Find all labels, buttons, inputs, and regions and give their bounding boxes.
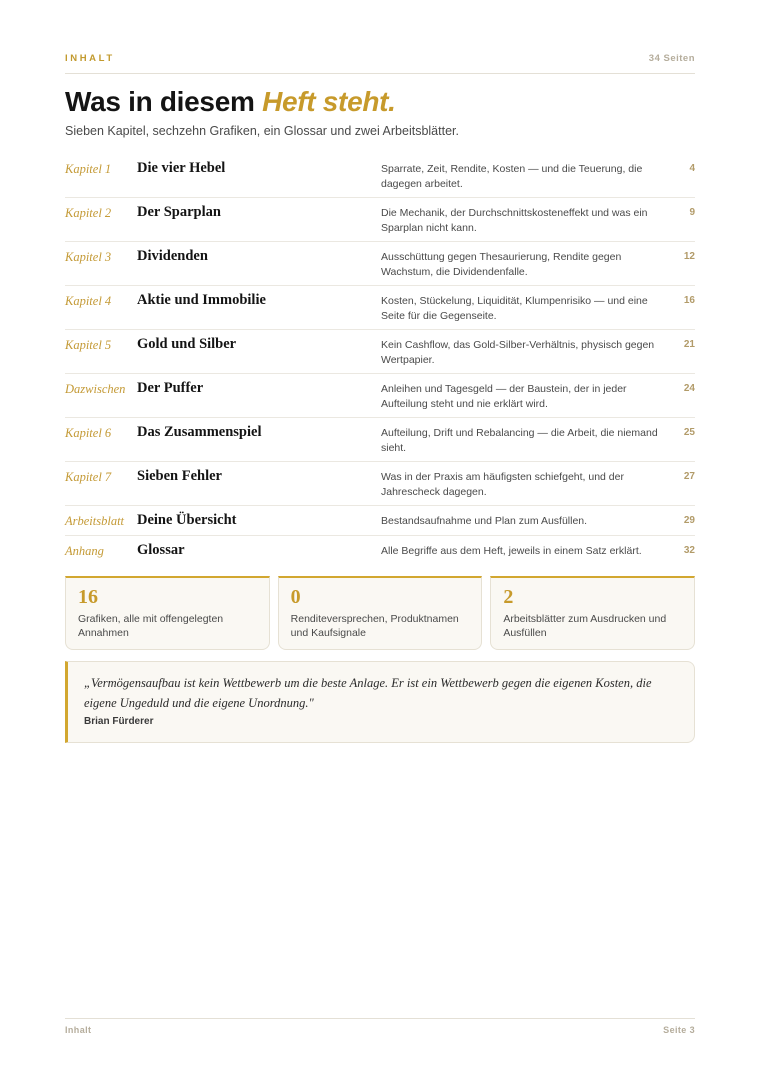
- toc-chapter-description: Die Mechanik, der Durchschnittskosteneffekt und was ein Sparplan nicht kann.: [381, 207, 648, 234]
- stat-text: Arbeitsblätter zum Ausdrucken und Ausfüllen: [503, 613, 667, 639]
- toc-chapter-title: Der Sparplan: [137, 204, 221, 220]
- toc-chapter-description: Ausschüttung gegen Thesaurierung, Rendite gegen Wachstum, die Dividendenfalle.: [381, 251, 622, 278]
- footer-page-number: Seite 3: [663, 1025, 695, 1035]
- toc-page-number: 4: [689, 163, 695, 174]
- toc-chapter-title: Die vier Hebel: [137, 160, 226, 176]
- toc-chapter-label: Kapitel 5: [65, 338, 112, 352]
- toc-chapter-title: Das Zusammenspiel: [137, 424, 262, 440]
- toc-page-number: 25: [683, 427, 695, 438]
- toc-chapter-label: Arbeitsblatt: [65, 514, 125, 528]
- toc-chapter-label: Anhang: [65, 544, 104, 558]
- toc-chapter-title: Gold und Silber: [137, 336, 237, 352]
- stats-row: [65, 576, 695, 650]
- toc-chapter-title: Der Puffer: [137, 380, 204, 396]
- toc-page-number: 16: [683, 295, 695, 306]
- footer-section: Inhalt: [65, 1025, 92, 1035]
- toc-row[interactable]: [65, 198, 695, 242]
- toc-page-number: 9: [689, 207, 695, 218]
- toc-row[interactable]: [65, 418, 695, 462]
- page-subtitle: Sieben Kapitel, sechzehn Grafiken, ein Glossar und zwei Arbeitsblätter.: [65, 124, 459, 138]
- stat-card: [65, 576, 270, 650]
- toc-page-number: 32: [683, 545, 695, 556]
- page-title: [65, 86, 396, 118]
- title-main: Was in diesem: [65, 86, 255, 117]
- toc-chapter-label: Kapitel 2: [65, 206, 112, 220]
- table-of-contents: [65, 154, 695, 566]
- toc-row[interactable]: [65, 154, 695, 198]
- toc-chapter-label: Kapitel 6: [65, 426, 112, 440]
- toc-page-number: 24: [683, 383, 695, 394]
- page-footer: [65, 1018, 695, 1035]
- toc-chapter-description: Kosten, Stückelung, Liquidität, Klumpenrisiko — und eine Seite für die Gegenseite.: [381, 295, 648, 322]
- toc-row[interactable]: [65, 506, 695, 536]
- toc-chapter-description: Was in der Praxis am häufigsten schiefgeht, und der Jahrescheck dagegen.: [381, 471, 624, 498]
- toc-chapter-description: Kein Cashflow, das Gold-Silber-Verhältnis, physisch gegen Wertpapier.: [381, 339, 655, 366]
- toc-chapter-label: Kapitel 7: [65, 470, 112, 484]
- toc-chapter-label: Kapitel 1: [65, 162, 112, 176]
- toc-chapter-label: Kapitel 4: [65, 294, 112, 308]
- quote-box: [65, 661, 695, 743]
- title-accent: Heft steht.: [262, 86, 396, 117]
- toc-chapter-description: Aufteilung, Drift und Rebalancing — die Arbeit, die niemand sieht.: [381, 427, 658, 454]
- toc-chapter-title: Deine Übersicht: [137, 512, 237, 528]
- stat-card: [490, 576, 695, 650]
- toc-page-number: 29: [683, 515, 695, 526]
- toc-row[interactable]: [65, 286, 695, 330]
- toc-chapter-title: Aktie und Immobilie: [137, 292, 266, 308]
- top-bar: [65, 53, 695, 74]
- toc-row[interactable]: [65, 536, 695, 566]
- toc-page-number: 21: [683, 339, 695, 350]
- quote-author: Brian Fürderer: [84, 716, 154, 727]
- stat-number: 2: [503, 586, 514, 608]
- toc-row[interactable]: [65, 374, 695, 418]
- toc-page-number: 27: [683, 471, 695, 482]
- toc-chapter-label: Dazwischen: [65, 382, 126, 396]
- stat-text: Grafiken, alle mit offengelegten Annahmen: [78, 613, 224, 639]
- toc-row[interactable]: [65, 330, 695, 374]
- stat-number: 0: [290, 586, 301, 608]
- toc-chapter-description: Sparrate, Zeit, Rendite, Kosten — und die Teuerung, die dagegen arbeitet.: [381, 163, 643, 190]
- toc-page-number: 12: [683, 251, 695, 262]
- toc-row[interactable]: [65, 242, 695, 286]
- toc-chapter-description: Anleihen und Tagesgeld — der Baustein, der in jeder Aufteilung steht und nie erklärt wird.: [381, 383, 627, 410]
- toc-chapter-title: Dividenden: [137, 248, 208, 264]
- toc-chapter-description: Bestandsaufnahme und Plan zum Ausfüllen.: [381, 515, 588, 527]
- toc-row[interactable]: [65, 462, 695, 506]
- section-label: INHALT: [65, 53, 115, 64]
- toc-chapter-title: Sieben Fehler: [137, 468, 222, 484]
- stat-text: Renditeversprechen, Produktnamen und Kaufsignale: [290, 613, 459, 639]
- quote-text: „Vermögensaufbau ist kein Wettbewerb um die beste Anlage. Er ist ein Wettbewerb gegen die eigenen Kosten, die eigene Ungeduld und die eigene Unordnung.": [84, 676, 652, 710]
- toc-chapter-title: Glossar: [137, 542, 185, 558]
- stat-number: 16: [78, 586, 98, 608]
- stat-card: [278, 576, 483, 650]
- toc-chapter-label: Kapitel 3: [65, 250, 112, 264]
- toc-chapter-description: Alle Begriffe aus dem Heft, jeweils in einem Satz erklärt.: [381, 545, 642, 557]
- page-count: 34 Seiten: [648, 53, 695, 64]
